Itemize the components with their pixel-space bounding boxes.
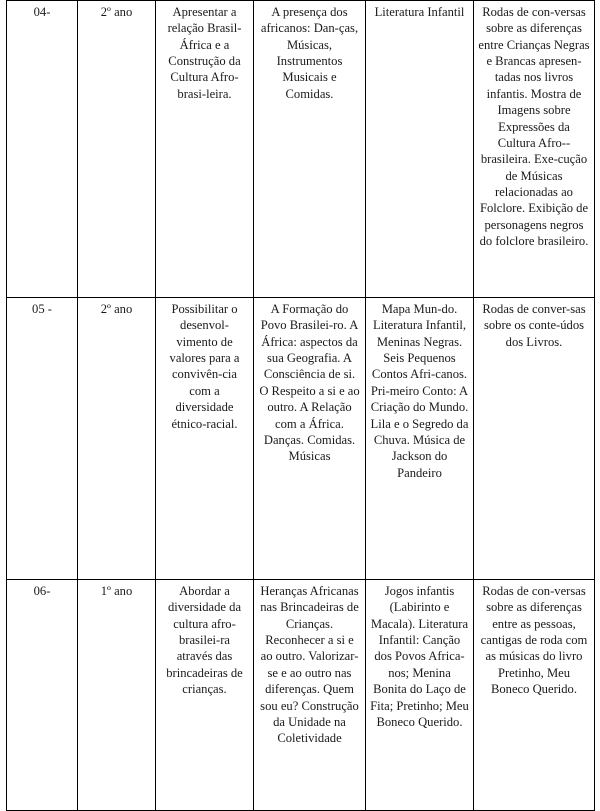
numero-text: 04- [33, 5, 51, 19]
metodologia-text: Rodas de conver-sas sobre os conte-údos dos Livros. [482, 302, 586, 349]
objetivo-text: Possibilitar o desenvol-vimento de valores para a convivên-cia com a diversidade étnico-racial. [169, 302, 240, 431]
cell-objetivo [156, 298, 254, 580]
numero-text: 06- [33, 584, 51, 598]
cell-numero [7, 1, 78, 298]
recursos-text: Literatura Infantil [374, 5, 465, 19]
cell-recursos [366, 1, 474, 298]
cell-metodologia [474, 580, 595, 811]
cell-numero [7, 298, 78, 580]
cell-conteudo [254, 580, 366, 811]
cell-ano [78, 1, 156, 298]
table-body [7, 1, 595, 811]
cell-ano [78, 580, 156, 811]
conteudo-text: A Formação do Povo Brasilei-ro. A África: aspectos da sua Geografia. A Consciência de si. O Respeito a si e ao outro. A Relação com a África. Danças. Comidas. Músicas [259, 302, 360, 464]
cell-conteudo [254, 1, 366, 298]
objetivo-text: Apresentar a relação Brasil-África e a Construção da Cultura Afro-brasi-leira. [167, 5, 242, 101]
metodologia-text: Rodas de con-versas sobre as diferenças entre Crianças Negras e Brancas apresen-tadas nos livros infantis. Mostra de Imagens sobre Expressões da Cultura Afro--brasileira. Exe-cução de Músicas relacionadas ao Folclore. Exibição de personagens negros do folclore brasileiro. [478, 5, 590, 249]
recursos-text: Mapa Mun-do. Literatura Infantil, Meninas Negras. Seis Pequenos Contos Afri-canos. Pri-meiro Conto: A Criação do Mundo. Lila e o Segredo da Chuva. Música de Jackson do Pandeiro [370, 302, 469, 480]
table-row [7, 580, 595, 811]
cell-numero [7, 580, 78, 811]
cell-metodologia [474, 298, 595, 580]
conteudo-text: A presença dos africanos: Dan-ças, Músicas, Instrumentos Musicais e Comidas. [260, 5, 359, 101]
table-row [7, 298, 595, 580]
cell-conteudo [254, 298, 366, 580]
conteudo-text: Heranças Africanas nas Brincadeiras de Crianças. Reconhecer a si e ao outro. Valorizar-se e ao outro nas diferenças. Quem sou eu? Construção da Unidade na Coletividade [260, 584, 359, 746]
planning-table [6, 0, 595, 811]
ano-text: 2º ano [100, 302, 133, 316]
cell-recursos [366, 298, 474, 580]
cell-objetivo [156, 580, 254, 811]
objetivo-text: Abordar a diversidade da cultura afro-brasilei-ra através das brincadeiras de crianças. [166, 584, 243, 697]
cell-metodologia [474, 1, 595, 298]
numero-text: 05 - [32, 302, 52, 316]
recursos-text: Jogos infantis (Labirinto e Macala). Literatura Infantil: Canção dos Povos Africa-nos; Menina Bonita do Laço de Fita; Pretinho; Meu Boneco Querido. [370, 584, 469, 729]
ano-text: 1º ano [100, 584, 133, 598]
cell-recursos [366, 580, 474, 811]
metodologia-text: Rodas de con-versas sobre as diferenças entre as pessoas, cantigas de roda com as músicas do livro Pretinho, Meu Boneco Querido. [480, 584, 588, 697]
cell-objetivo [156, 1, 254, 298]
cell-ano [78, 298, 156, 580]
ano-text: 2º ano [100, 5, 133, 19]
table-row [7, 1, 595, 298]
